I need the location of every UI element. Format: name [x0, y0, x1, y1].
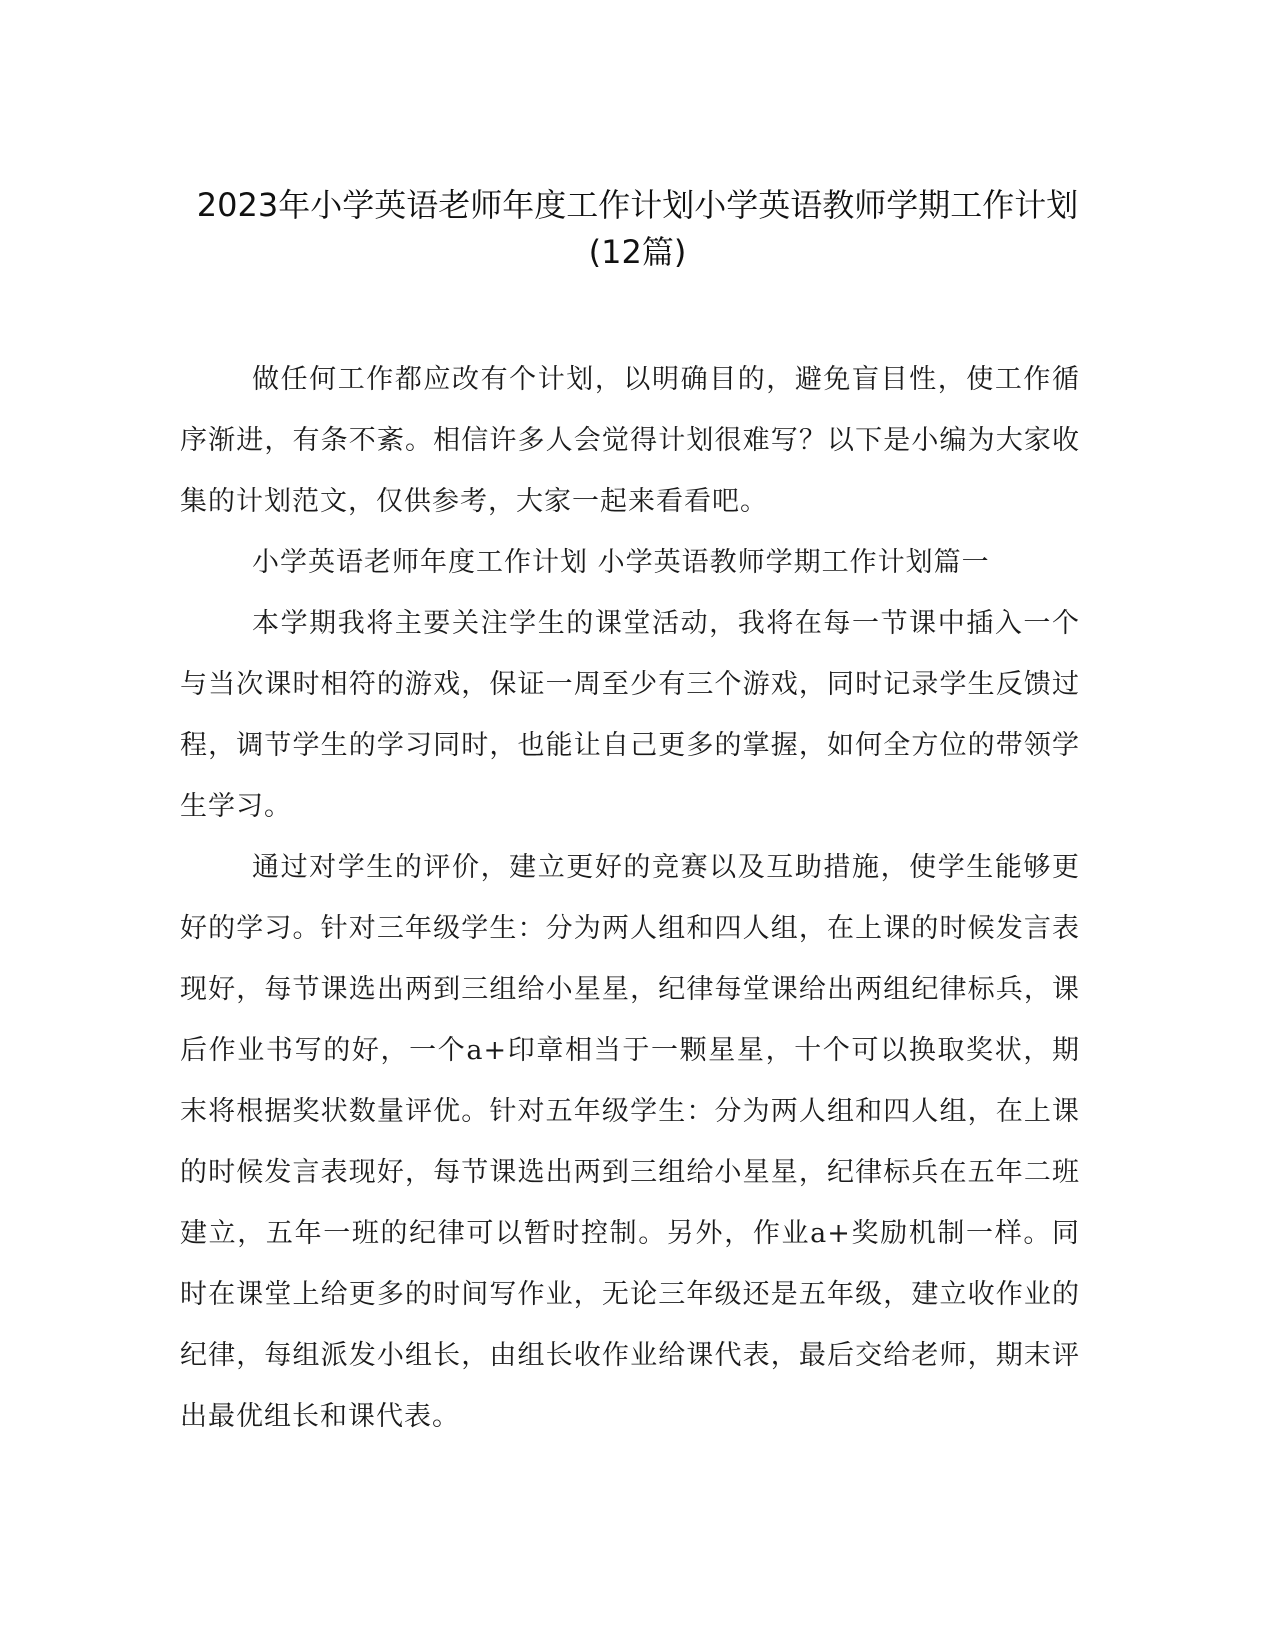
document-body	[180, 349, 1080, 1447]
section-heading: 小学英语老师年度工作计划 小学英语教师学期工作计划篇一	[252, 547, 990, 578]
paragraph-classroom-activities: 本学期我将主要关注学生的课堂活动，我将在每一节课中插入一个与当次课时相符的游戏，保证一周至少有三个游戏，同时记录学生反馈过程，调节学生的学习同时，也能让自己更多的掌握，如何全方位的带领学生学习。	[180, 608, 1080, 822]
paragraph-evaluation: 通过对学生的评价，建立更好的竞赛以及互助措施，使学生能够更好的学习。针对三年级学生：分为两人组和四人组，在上课的时候发言表现好，每节课选出两到三组给小星星，纪律每堂课给出两组纪律标兵，课后作业书写的好，一个a+印章相当于一颗星星，十个可以换取奖状，期末将根据奖状数量评优。针对五年级学生：分为两人组和四人组，在上课的时候发言表现好，每节课选出两到三组给小星星，纪律标兵在五年二班建立，五年一班的纪律可以暂时控制。另外，作业a+奖励机制一样。同时在课堂上给更多的时间写作业，无论三年级还是五年级，建立收作业的纪律，每组派发小组长，由组长收作业给课代表，最后交给老师，期末评出最优组长和课代表。	[180, 852, 1080, 1432]
paragraph-intro: 做任何工作都应改有个计划，以明确目的，避免盲目性，使工作循序渐进，有条不紊。相信许多人会觉得计划很难写？以下是小编为大家收集的计划范文，仅供参考，大家一起来看看吧。	[180, 364, 1080, 517]
document-title: 2023年小学英语老师年度工作计划小学英语教师学期工作计划(12篇)	[196, 186, 1079, 271]
